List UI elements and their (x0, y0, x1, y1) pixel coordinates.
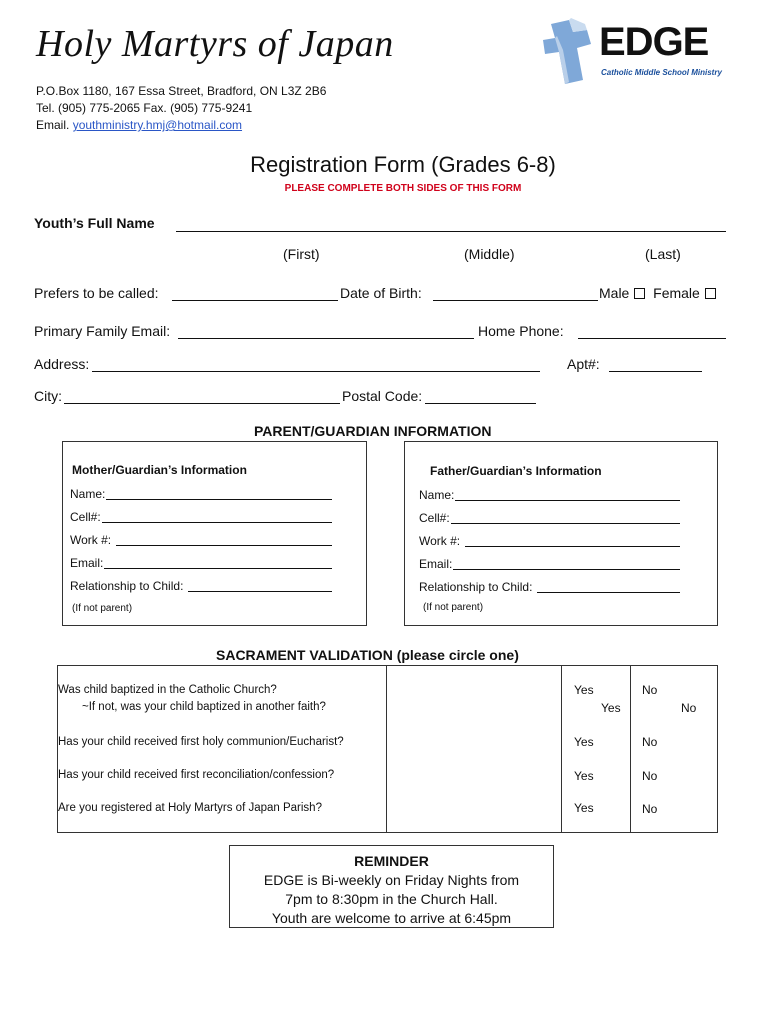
edge-logo (543, 18, 723, 88)
father-email-field[interactable] (453, 556, 680, 570)
family-email-label: Primary Family Email: (34, 323, 171, 339)
father-work-field[interactable] (465, 533, 680, 547)
middle-label: (Middle) (464, 246, 515, 262)
mother-relationship-field[interactable] (188, 578, 332, 592)
female-label: Female (653, 285, 700, 301)
reminder-line-1: EDGE is Bi-weekly on Friday Nights from (263, 872, 520, 888)
father-relationship-label: Relationship to Child: (419, 580, 533, 594)
sacrament-section-title: SACRAMENT VALIDATION (please circle one) (216, 647, 519, 663)
form-title: Registration Form (Grades 6-8) (250, 152, 556, 177)
mother-name-field[interactable] (106, 486, 332, 500)
female-checkbox[interactable] (705, 288, 716, 299)
mother-relationship-label: Relationship to Child: (70, 579, 184, 593)
form-notice: PLEASE COMPLETE BOTH SIDES OF THIS FORM (284, 183, 522, 194)
father-name-label: Name: (419, 488, 455, 502)
q4-no[interactable]: No (642, 802, 658, 816)
gender-options (599, 285, 716, 301)
father-work-label: Work #: (419, 534, 461, 548)
parent-section-title: PARENT/GUARDIAN INFORMATION (254, 423, 492, 439)
q3-yes[interactable]: Yes (574, 769, 594, 783)
q2-yes[interactable]: Yes (574, 735, 594, 749)
father-cell-label: Cell#: (419, 511, 450, 525)
q3-no[interactable]: No (642, 769, 658, 783)
first-label: (First) (283, 246, 320, 262)
q4-yes[interactable]: Yes (574, 801, 594, 815)
postal-field[interactable] (425, 389, 536, 404)
parish-email-line (36, 118, 242, 132)
q1-yes[interactable]: Yes (574, 683, 594, 697)
sacrament-divider-2 (561, 665, 562, 832)
home-phone-field[interactable] (578, 324, 726, 339)
sacrament-q1b: ~If not, was your child baptized in another faith? (82, 701, 326, 713)
mother-work-label: Work #: (70, 533, 112, 547)
male-checkbox[interactable] (634, 288, 645, 299)
sacrament-divider-1 (386, 665, 387, 832)
q1b-no[interactable]: No (681, 701, 697, 715)
mother-cell-field[interactable] (102, 509, 332, 523)
mother-work-field[interactable] (116, 532, 332, 546)
address-field[interactable] (92, 357, 540, 372)
father-email-label: Email: (419, 557, 453, 571)
q1b-yes[interactable]: Yes (601, 701, 621, 715)
reminder-title: REMINDER (354, 853, 429, 869)
sacrament-q2: Has your child received first holy communion/Eucharist? (58, 736, 344, 748)
family-email-field[interactable] (178, 324, 474, 339)
mother-cell-label: Cell#: (70, 510, 101, 524)
mother-title: Mother/Guardian’s Information (72, 463, 247, 477)
full-name-label: Youth’s Full Name (34, 215, 155, 231)
mother-email-label: Email: (70, 556, 104, 570)
prefers-field[interactable] (172, 286, 338, 301)
apt-label: Apt#: (567, 356, 600, 372)
parish-address: P.O.Box 1180, 167 Essa Street, Bradford, ON L3Z 2B6 (36, 84, 327, 98)
city-field[interactable] (64, 389, 340, 404)
apt-field[interactable] (609, 357, 702, 372)
q2-no[interactable]: No (642, 735, 658, 749)
father-title: Father/Guardian’s Information (430, 464, 602, 478)
home-phone-label: Home Phone: (478, 323, 564, 339)
reminder-line-3: Youth are welcome to arrive at 6:45pm (271, 910, 512, 926)
father-cell-field[interactable] (451, 510, 680, 524)
email-link[interactable]: youthministry.hmj@hotmail.com (72, 118, 243, 132)
father-relationship-field[interactable] (537, 579, 680, 593)
sacrament-q3: Has your child received first reconciliation/confession? (58, 769, 335, 781)
dob-label: Date of Birth: (340, 285, 422, 301)
dob-field[interactable] (433, 286, 598, 301)
city-label: City: (34, 388, 62, 404)
prefers-label: Prefers to be called: (34, 285, 159, 301)
edge-wordmark: EDGE (599, 20, 709, 64)
sacrament-q1: Was child baptized in the Catholic Church? (58, 684, 277, 696)
address-label: Address: (34, 356, 90, 372)
mother-name-label: Name: (70, 487, 106, 501)
reminder-box (229, 845, 554, 928)
q1-no[interactable]: No (642, 683, 658, 697)
parish-title: Holy Martyrs of Japan (36, 23, 394, 65)
father-name-field[interactable] (455, 487, 680, 501)
sacrament-q4: Are you registered at Holy Martyrs of Japan Parish? (58, 802, 322, 814)
sacrament-divider-3 (630, 665, 631, 832)
full-name-field[interactable] (176, 217, 726, 232)
parish-phone: Tel. (905) 775-2065 Fax. (905) 775-9241 (36, 101, 253, 115)
mother-if-not-parent: (If not parent) (72, 603, 133, 614)
reminder-line-2: 7pm to 8:30pm in the Church Hall. (285, 891, 498, 907)
edge-tagline: Catholic Middle School Ministry (601, 68, 722, 77)
email-label: Email. (36, 118, 70, 132)
father-if-not-parent: (If not parent) (423, 602, 484, 613)
mother-email-field[interactable] (104, 555, 332, 569)
last-label: (Last) (645, 246, 681, 262)
postal-label: Postal Code: (342, 388, 423, 404)
male-label: Male (599, 285, 630, 301)
